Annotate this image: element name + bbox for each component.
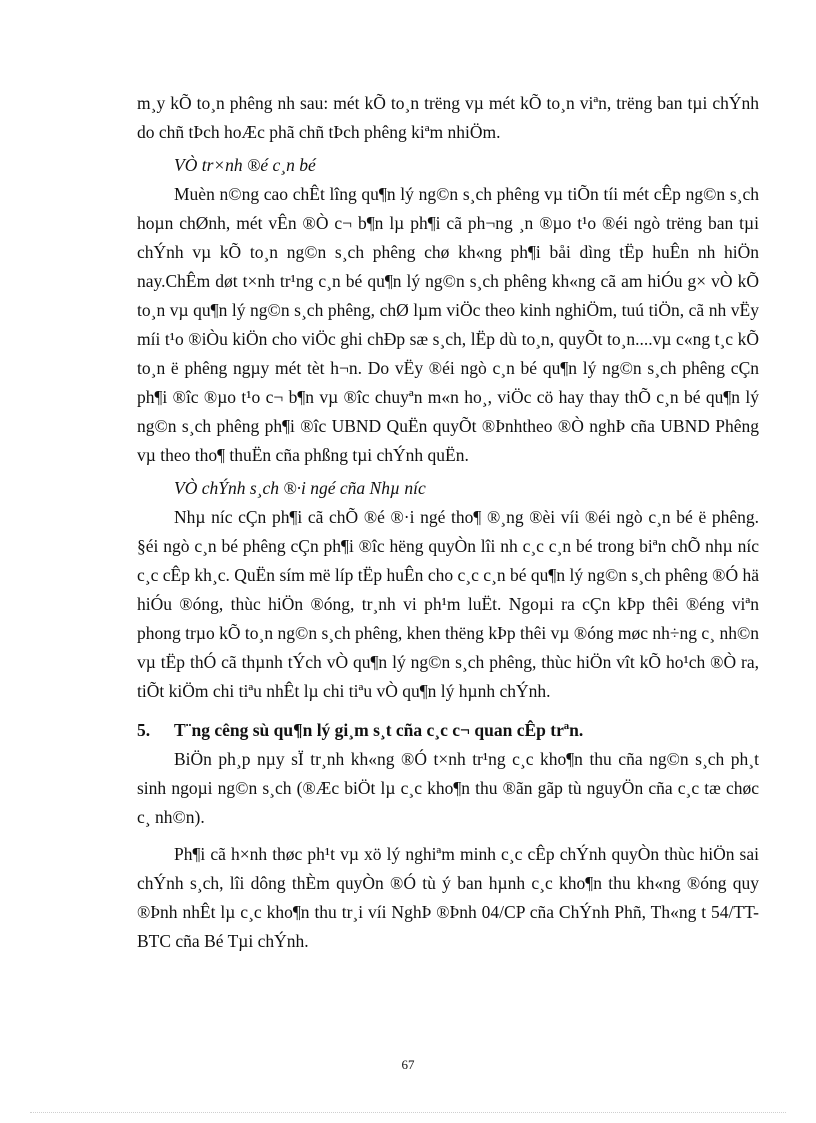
section-title: T¨ng cêng sù qu¶n lý gi¸m s¸t cña c¸c c¬ quan cÊp trªn.: [174, 720, 584, 740]
subheading-staff-qualification: VÒ tr×nh ®é c¸n bé: [174, 155, 316, 175]
paragraph-gap: [137, 832, 759, 840]
page-number: 67: [401, 1057, 415, 1072]
paragraph-measure: BiÖn ph¸p nµy sÏ tr¸nh kh«ng ®Ó t×nh tr¹ng c¸c kho¶n thu cña ng©n s¸ch ph¸t sinh ngoµi ng©n s¸ch (®Æc biÖt lµ c¸c kho¶n thu ®ãn gãp tù nguyÖn cña c¸c tæ chøc c¸ nh©n).: [137, 749, 759, 827]
paragraph-continuation: m¸y kÕ to¸n phêng nh sau: mét kÕ to¸n trëng vµ mét kÕ to¸n viªn, trëng ban tµi chÝnh do chñ tÞch hoÆc phã chñ tÞch phêng kiªm nhiÖm.: [137, 93, 759, 142]
paragraph-state-policy: Nhµ níc cÇn ph¶i cã chÕ ®é ®·i ngé tho¶ ®¸ng ®èi víi ®éi ngò c¸n bé ë phêng. §éi ngò c¸n bé phêng cÇn ph¶i ®îc hëng quyÒn lîi nh c¸c c¸n bé trong biªn chÕ nhµ níc c¸c cÊp kh¸c. QuËn sím më líp tËp huÊn cho c¸c c¸n bé qu¶n lý ng©n s¸ch phêng ®Ó hä hiÓu ®óng, thùc hiÖn ®óng, tr¸nh vi ph¹m luËt. Ngoµi ra cÇn kÞp thêi ®éng viªn phong trµo kÕ to¸n ng©n s¸ch phêng, khen thëng kÞp thêi vµ ®óng møc nh÷ng c¸ nh©n vµ tËp thÓ cã thµnh tÝch vÒ qu¶n lý ng©n s¸ch phêng, thùc hiÖn vît kÕ ho¹ch ®Ò ra, tiÕt kiÖm chi tiªu nhÊt lµ chi tiªu vÒ qu¶n lý hµnh chÝnh.: [137, 507, 759, 701]
paragraph-staff-qualification: Muèn n©ng cao chÊt lîng qu¶n lý ng©n s¸ch phêng vµ tiÕn tíi mét cÊp ng©n s¸ch hoµn chØnh, mét vÊn ®Ò c¬ b¶n lµ ph¶i cã ph¬ng ¸n ®µo t¹o ®éi ngò trëng ban tµi chÝnh vµ kÕ to¸n ng©n s¸ch phêng chø kh«ng ph¶i båi dìng tËp huÊn nh hiÖn nay.ChÊm døt t×nh tr¹ng c¸n bé qu¶n lý ng©n s¸ch phêng kh«ng cã am hiÓu g× vÒ kÕ to¸n vµ qu¶n lý ng©n s¸ch phêng, chØ lµm viÖc theo kinh nghiÖm, tuú tiÖn, cã nh vËy míi t¹o ®iÒu kiÖn cho viÖc ghi chÐp sæ s¸ch, lËp dù to¸n, quyÕt to¸n....vµ c«ng t¸c kÕ to¸n ë phêng ngµy mét tèt h¬n. Do vËy ®éi ngò c¸n bé qu¶n lý ng©n s¸ch phêng cÇn ph¶i ®îc ®µo t¹o c¬ b¶n vµ ®îc chuyªn m«n ho¸, viÖc cö hay thay thÕ c¸n bé qu¶n lý ng©n s¸ch phêng ph¶i ®îc UBND QuËn quyÕt ®Þnhtheo ®Ò nghÞ cña UBND Phêng vµ theo tho¶ thuËn cña phßng tµi chÝnh quËn.: [137, 184, 759, 465]
section-heading-5: [137, 716, 759, 745]
page-bottom-divider: [30, 1112, 786, 1113]
page-content: [137, 89, 759, 956]
paragraph-penalty: Ph¶i cã h×nh thøc ph¹t vµ xö lý nghiªm minh c¸c cÊp chÝnh quyÒn thùc hiÖn sai chÝnh s¸ch, lîi dông thÈm quyÒn ®Ó tù ý ban hµnh c¸c kho¶n thu kh«ng ®óng quy ®Þnh nhÊt lµ c¸c kho¶n thu tr¸i víi NghÞ ®Þnh 04/CP cña ChÝnh Phñ, Th«ng t 54/TT-BTC cña Bé Tµi chÝnh.: [137, 844, 759, 951]
section-number: 5.: [137, 720, 151, 740]
subheading-state-policy: VÒ chÝnh s¸ch ®·i ngé cña Nhµ níc: [174, 478, 426, 498]
